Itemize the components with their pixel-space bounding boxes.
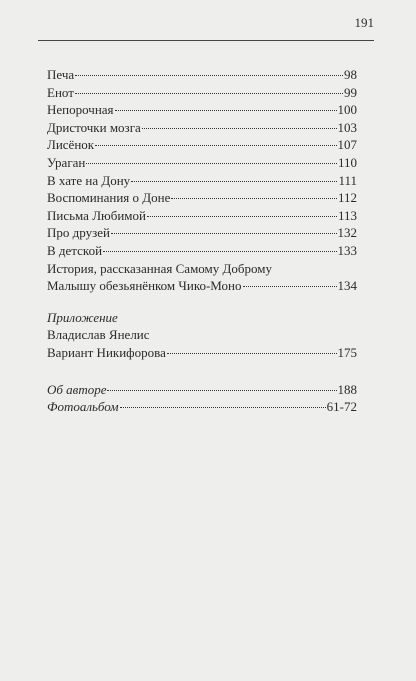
- toc-entry-page: 133: [337, 242, 357, 258]
- toc-entry-line2: [47, 277, 357, 295]
- toc-entry: [47, 101, 357, 119]
- toc-entry-title: Ураган: [47, 154, 86, 170]
- dot-leader: [142, 128, 337, 129]
- dot-leader: [115, 110, 337, 111]
- toc-entry: [47, 84, 357, 102]
- dot-leader: [167, 353, 337, 354]
- toc-entry: [47, 119, 357, 137]
- toc-entry-page: 188: [337, 381, 357, 397]
- dot-leader: [147, 216, 337, 217]
- toc-entry-page: 100: [337, 102, 357, 118]
- header-rule: [38, 40, 374, 41]
- toc-entry-title: В хате на Дону: [47, 172, 131, 188]
- appendix-heading: Приложение: [47, 309, 118, 325]
- toc-entry-title: Письма Любимой: [47, 207, 146, 223]
- toc-entry-page: 175: [337, 344, 357, 360]
- dot-leader: [171, 198, 337, 199]
- dot-leader: [243, 286, 337, 287]
- toc-entry: [47, 189, 357, 207]
- toc-end-list: [47, 381, 357, 416]
- toc-entry: [47, 224, 357, 242]
- toc-entry-page: 113: [337, 207, 357, 223]
- toc-entry: [47, 136, 357, 154]
- appendix-entry: [47, 344, 357, 362]
- toc-entry-title-line1: История, рассказанная Самому Доброму: [47, 260, 272, 276]
- toc-entry: [47, 242, 357, 260]
- dot-leader: [86, 163, 337, 164]
- toc-entry-title: Дристочки мозга: [47, 119, 141, 135]
- toc-entry: [47, 398, 357, 416]
- toc-entry: [47, 207, 357, 225]
- toc-entry-title: Про друзей: [47, 225, 110, 241]
- toc-entry-title: Об авторе: [47, 381, 107, 397]
- toc-entry: [47, 172, 357, 190]
- toc-entry-page: 132: [337, 225, 357, 241]
- toc-entry-title: Воспоминания о Доне: [47, 190, 171, 206]
- toc-entry-page: 107: [337, 137, 357, 153]
- toc-entry-page: 110: [337, 154, 357, 170]
- toc-entry-title: Непорочная: [47, 102, 114, 118]
- toc-entry-page: 134: [337, 278, 357, 294]
- toc-entry-page: 112: [337, 190, 357, 206]
- dot-leader: [120, 407, 326, 408]
- dot-leader: [75, 75, 343, 76]
- toc-entry-page: 103: [337, 119, 357, 135]
- dot-leader: [95, 145, 336, 146]
- appendix-author: Владислав Янелис: [47, 327, 150, 343]
- toc-entry-page: 99: [344, 84, 357, 100]
- dot-leader: [103, 251, 336, 252]
- toc-entry: [47, 66, 357, 84]
- toc-entry-title: Енот: [47, 84, 74, 100]
- page-number: 191: [354, 15, 374, 30]
- toc-entry-page: 98: [344, 67, 357, 82]
- toc-entry-page: 61-72: [326, 399, 357, 415]
- toc-entry-title: Фотоальбом: [47, 399, 119, 415]
- toc-entry-title: Лисёнок: [47, 137, 95, 153]
- toc-entry-multiline: [47, 260, 357, 295]
- toc-entry: [47, 381, 357, 399]
- toc-entry-title: В детской: [47, 242, 103, 258]
- toc-entry: [47, 154, 357, 172]
- dot-leader: [107, 390, 336, 391]
- table-of-contents: [47, 66, 357, 416]
- dot-leader: [75, 93, 343, 94]
- dot-leader: [111, 233, 337, 234]
- toc-entry-page: 111: [338, 172, 357, 188]
- toc-main-list: [47, 66, 357, 260]
- toc-entry-title-line2: Малышу обезьянёнком Чико-Моно: [47, 278, 242, 294]
- toc-entry-title: Вариант Никифорова: [47, 344, 166, 360]
- toc-entry-title: Печа: [47, 67, 75, 82]
- dot-leader: [131, 181, 337, 182]
